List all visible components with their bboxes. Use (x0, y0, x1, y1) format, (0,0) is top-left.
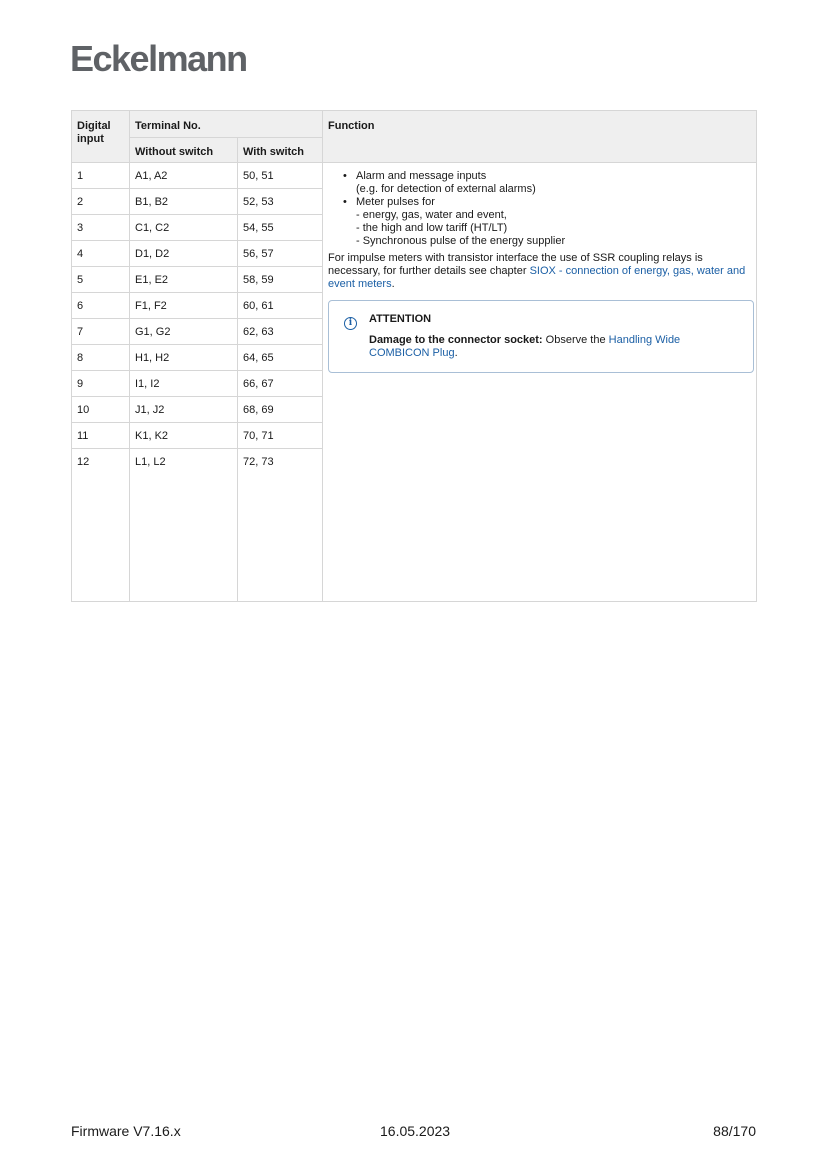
cell-with: 70, 71 (238, 423, 323, 449)
footer-date: 16.05.2023 (380, 1123, 451, 1139)
cell-without: A1, A2 (130, 163, 238, 189)
bullet-text: Alarm and message inputs (356, 170, 487, 182)
cell-with: 72, 73 (238, 449, 323, 602)
header-terminal-no: Terminal No. (130, 111, 323, 138)
cell-with: 56, 57 (238, 241, 323, 267)
cell-without: H1, H2 (130, 345, 238, 371)
cell-without: C1, C2 (130, 215, 238, 241)
cell-without: F1, F2 (130, 293, 238, 319)
header-with-switch: With switch (238, 138, 323, 163)
terminal-table (71, 110, 757, 602)
combicon-link[interactable]: Handling Wide COMBICON Plug (369, 334, 681, 359)
cell-without: D1, D2 (130, 241, 238, 267)
header-function: Function (323, 111, 757, 163)
bullet-text: (e.g. for detection of external alarms) (356, 183, 536, 195)
cell-without: G1, G2 (130, 319, 238, 345)
cell-with: 52, 53 (238, 189, 323, 215)
attention-end: . (454, 347, 458, 359)
cell-input: 2 (72, 189, 130, 215)
cell-input: 4 (72, 241, 130, 267)
cell-input: 1 (72, 163, 130, 189)
attention-bold: Damage to the connector socket: (369, 334, 543, 346)
cell-input: 12 (72, 449, 130, 602)
function-cell (323, 163, 757, 602)
impulse-text: For impulse meters with transistor interface the use of SSR coupling relays is necessary, for further details see chapter (328, 252, 703, 277)
cell-input: 6 (72, 293, 130, 319)
cell-without: L1, L2 (130, 449, 238, 602)
bullet: • (343, 170, 347, 182)
impulse-note (328, 252, 751, 291)
attention-title: ATTENTION (369, 313, 432, 325)
footer-firmware: Firmware V7.16.x (71, 1123, 181, 1139)
cell-with: 54, 55 (238, 215, 323, 241)
cell-with: 50, 51 (238, 163, 323, 189)
cell-with: 66, 67 (238, 371, 323, 397)
siox-chapter-link[interactable]: SIOX - connection of energy, gas, water and event meters (328, 265, 746, 290)
attention-text: Observe the (542, 334, 609, 346)
cell-input: 3 (72, 215, 130, 241)
cell-input: 11 (72, 423, 130, 449)
cell-without: E1, E2 (130, 267, 238, 293)
info-icon: i (344, 317, 357, 330)
cell-with: 60, 61 (238, 293, 323, 319)
cell-with: 62, 63 (238, 319, 323, 345)
cell-input: 10 (72, 397, 130, 423)
attention-body (369, 334, 743, 360)
footer-page-number: 88/170 (713, 1123, 756, 1139)
cell-without: J1, J2 (130, 397, 238, 423)
impulse-end: . (391, 278, 395, 290)
cell-input: 8 (72, 345, 130, 371)
bullet: • (343, 196, 347, 208)
cell-with: 68, 69 (238, 397, 323, 423)
table-row (72, 163, 757, 189)
cell-with: 58, 59 (238, 267, 323, 293)
list-item (343, 170, 751, 196)
attention-box (328, 300, 754, 373)
cell-without: K1, K2 (130, 423, 238, 449)
function-list (328, 170, 751, 248)
bullet-text: Meter pulses for (356, 196, 435, 208)
header-without-switch: Without switch (130, 138, 238, 163)
bullet-text: - Synchronous pulse of the energy supplier (356, 235, 566, 247)
cell-without: I1, I2 (130, 371, 238, 397)
bullet-text: - energy, gas, water and event, (356, 209, 507, 221)
cell-input: 7 (72, 319, 130, 345)
header-digital-input: Digital input (72, 111, 130, 163)
cell-with: 64, 65 (238, 345, 323, 371)
table-header-row (72, 111, 757, 138)
bullet-text: - the high and low tariff (HT/LT) (356, 222, 508, 234)
cell-input: 9 (72, 371, 130, 397)
list-item (343, 196, 751, 248)
cell-input: 5 (72, 267, 130, 293)
company-logo: Eckelmann (70, 38, 247, 79)
cell-without: B1, B2 (130, 189, 238, 215)
